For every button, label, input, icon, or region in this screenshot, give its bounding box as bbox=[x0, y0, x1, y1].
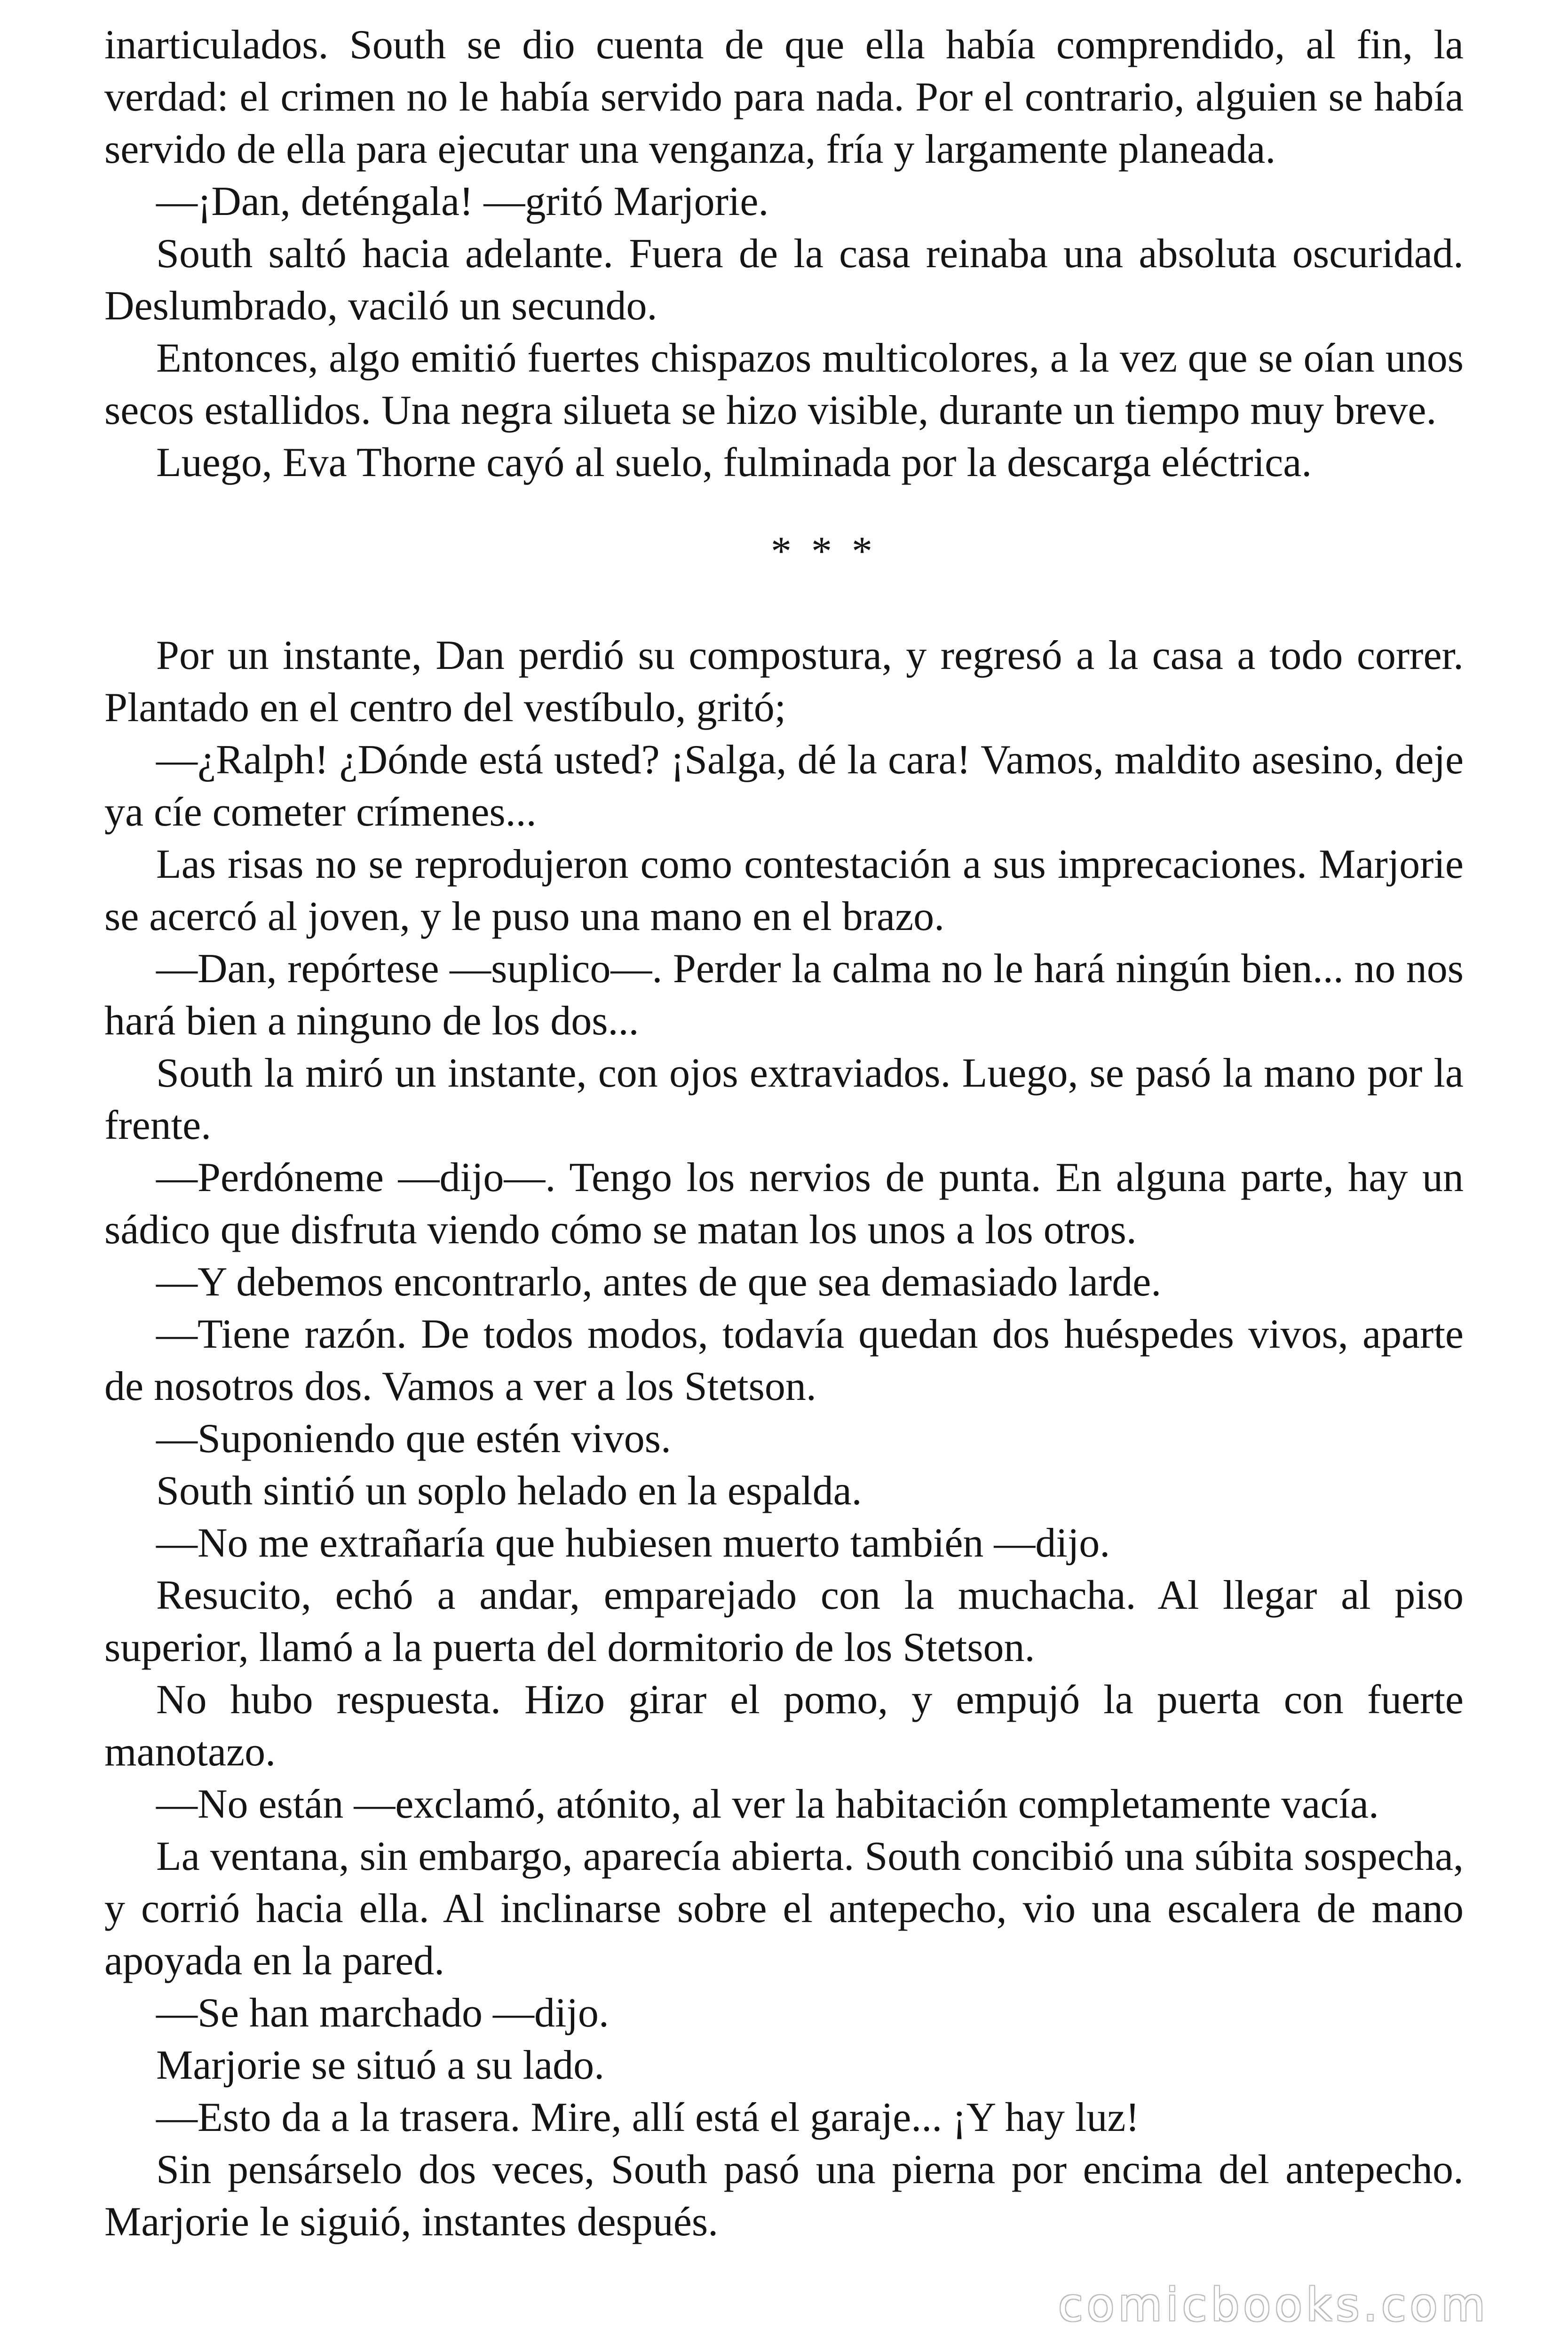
paragraph: Entonces, algo emitió fuertes chispazos multicolores, a la vez que se oían unos secos estallidos. Una negra silueta se hizo visible, durante un tiempo muy breve. bbox=[104, 335, 1464, 433]
paragraph: South saltó hacia adelante. Fuera de la casa reinaba una absoluta oscuridad. Deslumbrado, vaciló un secundo. bbox=[104, 231, 1464, 329]
paragraph: —No están —exclamó, atónito, al ver la habitación completamente vacía. bbox=[156, 1781, 1379, 1827]
paragraph: South sintió un soplo helado en la espalda. bbox=[156, 1468, 862, 1514]
paragraph: —Esto da a la trasera. Mire, allí está el garaje... ¡Y hay luz! bbox=[156, 2095, 1140, 2140]
paragraph: —Suponiendo que estén vivos. bbox=[156, 1416, 672, 1462]
paragraph: Resucito, echó a andar, emparejado con la muchacha. Al llegar al piso superior, llamó a la puerta del dormitorio de los Stetson. bbox=[104, 1573, 1464, 1670]
paragraph: —¿Ralph! ¿Dónde está usted? ¡Salga, dé la cara! Vamos, maldito asesino, deje ya cíe cometer crímenes... bbox=[104, 737, 1464, 835]
paragraph: —Tiene razón. De todos modos, todavía quedan dos huéspedes vivos, aparte de nosotros dos. Vamos a ver a los Stetson. bbox=[104, 1311, 1464, 1409]
paragraph: —Dan, repórtese —suplico—. Perder la calma no le hará ningún bien... no nos hará bien a ninguno de los dos... bbox=[104, 946, 1464, 1044]
paragraph: —No me extrañaría que hubiesen muerto también —dijo. bbox=[156, 1520, 1110, 1566]
paragraph: Marjorie se situó a su lado. bbox=[156, 2042, 605, 2088]
paragraph: La ventana, sin embargo, aparecía abierta. South concibió una súbita sospecha, y corrió hacia ella. Al inclinarse sobre el antepecho, vio una escalera de mano apoyada en la pared. bbox=[104, 1834, 1464, 1984]
section-separator: * * * bbox=[771, 529, 877, 574]
paragraph: South la miró un instante, con ojos extraviados. Luego, se pasó la mano por la frente. bbox=[104, 1050, 1464, 1148]
paragraph: Por un instante, Dan perdió su compostura, y regresó a la casa a todo correr. Plantado en el centro del vestíbulo, gritó; bbox=[104, 633, 1464, 731]
paragraph: Las risas no se reprodujeron como contestación a sus imprecaciones. Marjorie se acercó al joven, y le puso una mano en el brazo. bbox=[104, 842, 1464, 939]
paragraph: —Se han marchado —dijo. bbox=[156, 1990, 609, 2036]
watermark: comicbooks.com bbox=[1058, 2279, 1489, 2331]
page-body bbox=[104, 19, 1464, 2248]
paragraph: —¡Dan, deténgala! —gritó Marjorie. bbox=[156, 179, 769, 224]
paragraph: —Perdóneme —dijo—. Tengo los nervios de punta. En alguna parte, hay un sádico que disfruta viendo cómo se matan los unos a los otros. bbox=[104, 1155, 1464, 1253]
paragraph: inarticulados. South se dio cuenta de que ella había comprendido, al fin, la verdad: el crimen no le había servido para nada. Por el contrario, alguien se había servido de ella para ejecutar una venganza, fría y largamente planeada. bbox=[104, 22, 1464, 172]
paragraph: Luego, Eva Thorne cayó al suelo, fulminada por la descarga eléctrica. bbox=[156, 440, 1312, 485]
paragraph: No hubo respuesta. Hizo girar el pomo, y empujó la puerta con fuerte manotazo. bbox=[104, 1677, 1464, 1775]
paragraph: —Y debemos encontrarlo, antes de que sea demasiado larde. bbox=[156, 1259, 1162, 1305]
paragraph: Sin pensárselo dos veces, South pasó una pierna por encima del antepecho. Marjorie le siguió, instantes después. bbox=[104, 2147, 1464, 2245]
